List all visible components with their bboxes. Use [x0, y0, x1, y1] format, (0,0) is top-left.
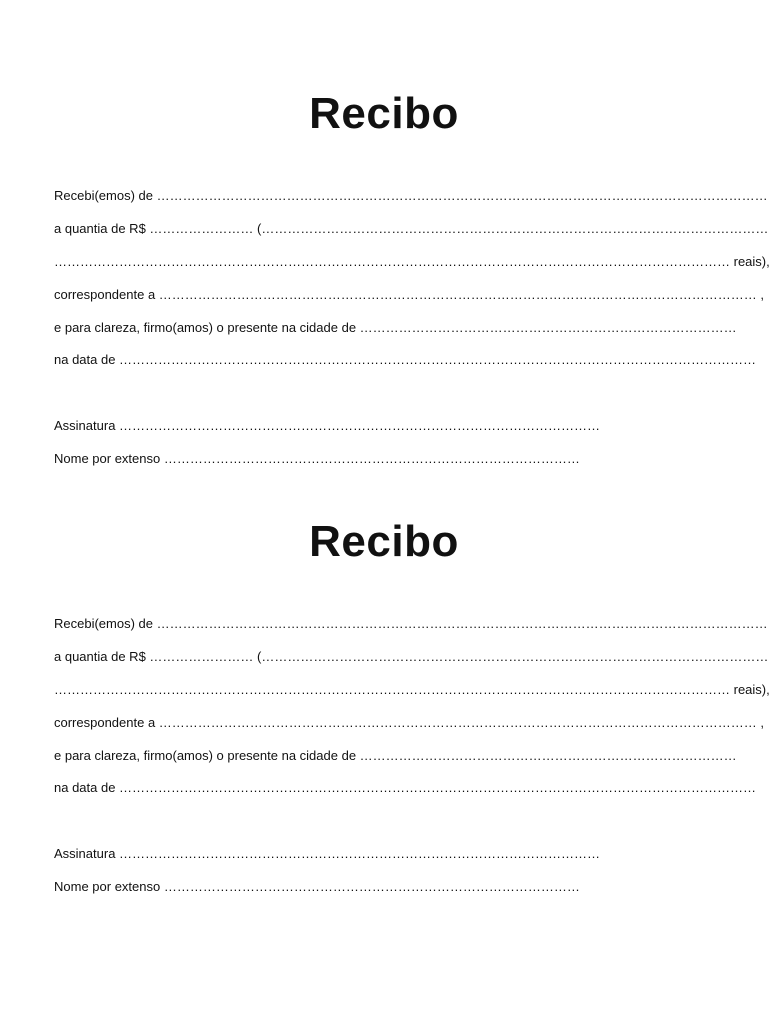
signature-line: Assinatura ………………………………………………………………………………………………… [54, 418, 601, 433]
receipt-title: Recibo [309, 517, 459, 566]
full-name-line: Nome por extenso …………………………………………………………………………………… [54, 451, 580, 466]
receipt-title: Recibo [309, 89, 459, 138]
signature-line: Assinatura ………………………………………………………………………………………………… [54, 846, 601, 861]
full-name-line: Nome por extenso …………………………………………………………………………………… [54, 879, 580, 894]
amount-line: a quantia de R$ …………………… (……………………………………………………………………………………………………… [54, 221, 769, 236]
received-from-line: Recebi(emos) de …………………………………………………………………………………………………………………………… [54, 616, 768, 631]
received-from-line: Recebi(emos) de …………………………………………………………………………………………………………………………… [54, 188, 768, 203]
date-line: na data de ………………………………………………………………………………………………………………………………… [54, 780, 757, 795]
city-line: e para clareza, firmo(amos) o presente na cidade de …………………………………………………………………………… [54, 320, 737, 335]
city-line: e para clareza, firmo(amos) o presente na cidade de …………………………………………………………………………… [54, 748, 737, 763]
corresponding-to-line: correspondente a ………………………………………………………………………………………………………………………… , [54, 287, 765, 302]
date-line: na data de ………………………………………………………………………………………………………………………………… [54, 352, 757, 367]
amount-words-line: ………………………………………………………………………………………………………………………………………… reais), [54, 682, 770, 697]
amount-words-line: ………………………………………………………………………………………………………………………………………… reais), [54, 254, 770, 269]
amount-line: a quantia de R$ …………………… (……………………………………………………………………………………………………… [54, 649, 769, 664]
corresponding-to-line: correspondente a ………………………………………………………………………………………………………………………… , [54, 715, 765, 730]
